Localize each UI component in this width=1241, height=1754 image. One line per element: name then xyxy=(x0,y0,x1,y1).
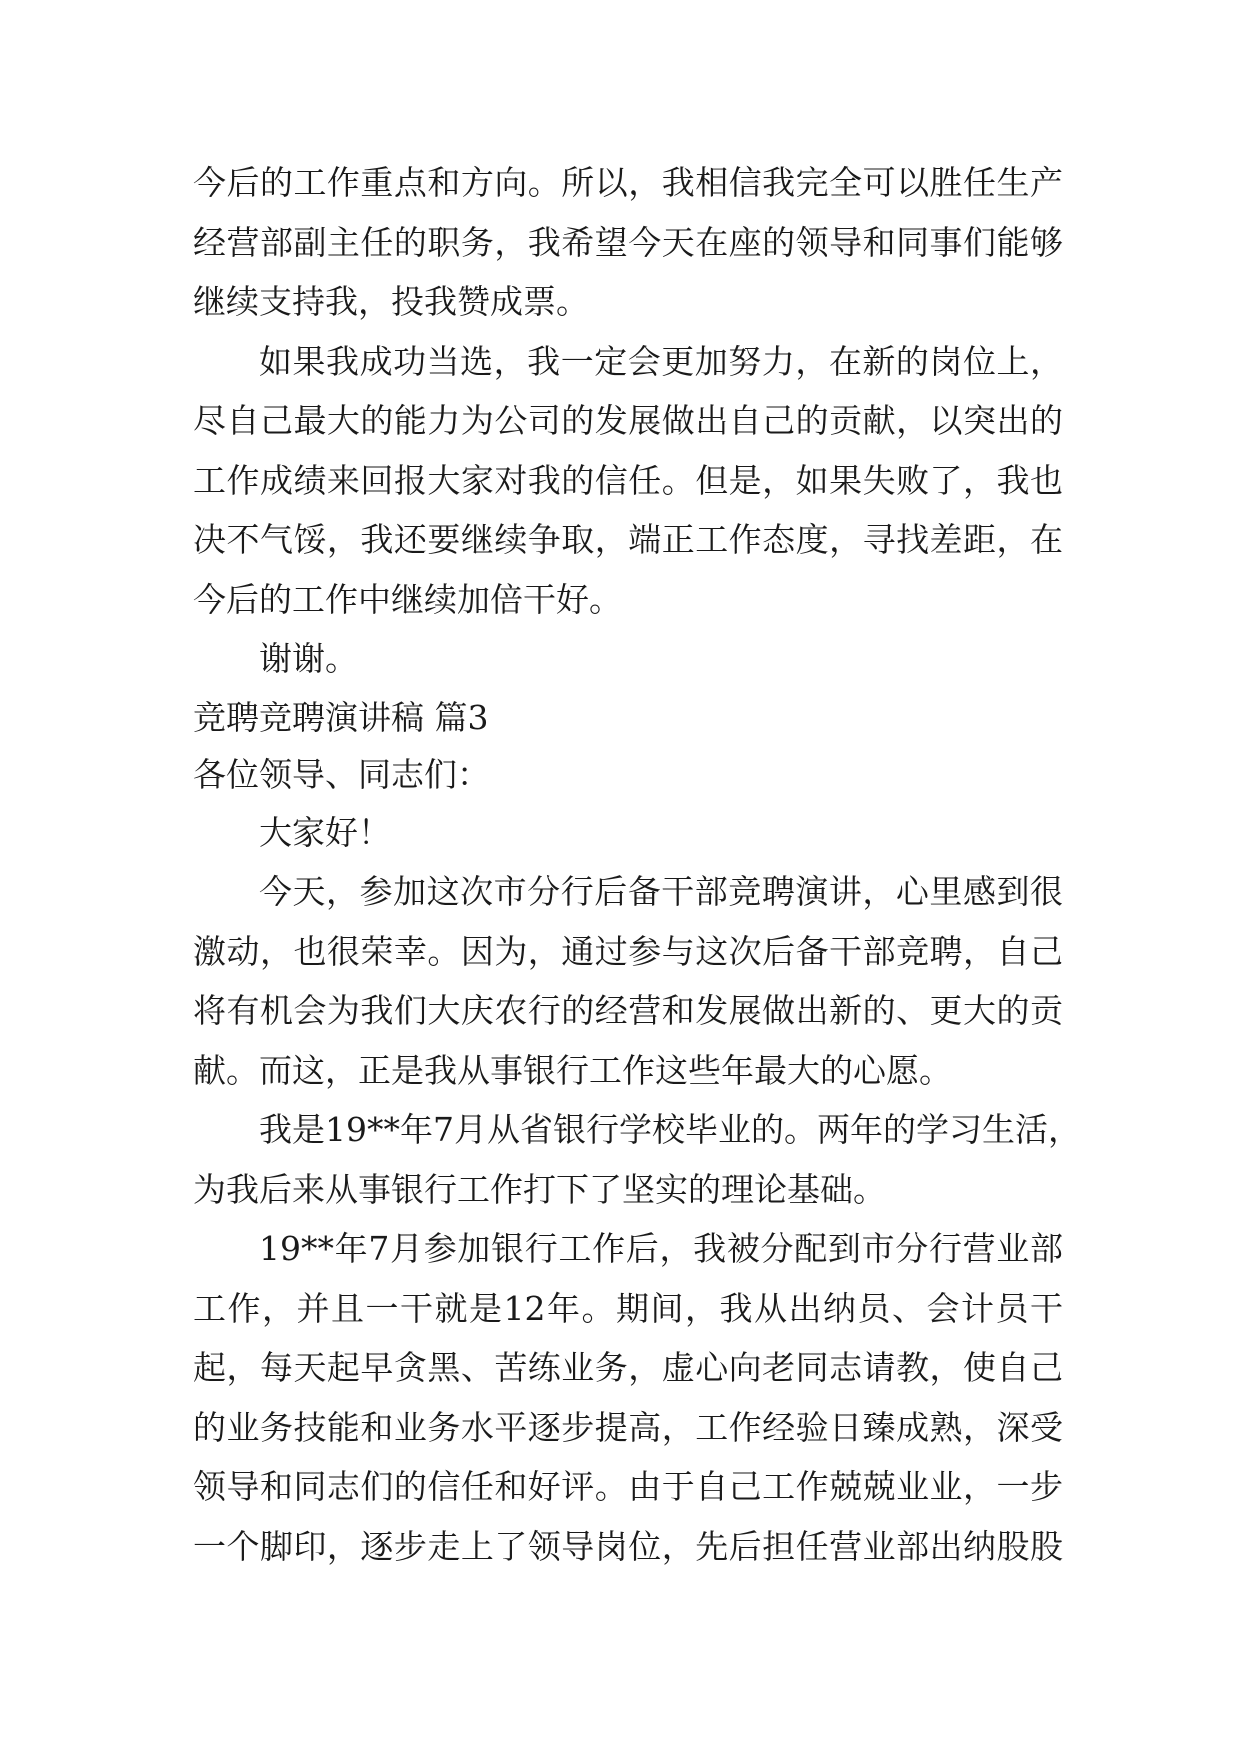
text-line: 献。而这，正是我从事银行工作这些年最大的心愿。 xyxy=(193,1050,952,1090)
text-line: 我是19**年7月从省银行学校毕业的。两年的学习生活， xyxy=(259,1110,1081,1149)
text-line: 如果我成功当选，我一定会更加努力，在新的岗位上， xyxy=(259,341,1063,381)
text-line: 决不气馁，我还要继续争取，端正工作态度，寻找差距，在 xyxy=(193,520,1063,559)
text-line: 今后的工作重点和方向。所以，我相信我完全可以胜任生产 xyxy=(193,163,1063,202)
text-line: 尽自己最大的能力为公司的发展做出自己的贡献，以突出的 xyxy=(193,401,1063,440)
text-line: 工作成绩来回报大家对我的信任。但是，如果失败了，我也 xyxy=(193,460,1063,500)
text-line: 经营部副主任的职务，我希望今天在座的领导和同事们能够 xyxy=(193,222,1063,262)
text-line: 19**年7月参加银行工作后，我被分配到市分行营业部 xyxy=(259,1229,1063,1268)
text-line: 今天，参加这次市分行后备干部竞聘演讲，心里感到很 xyxy=(259,872,1063,911)
text-line: 领导和同志们的信任和好评。由于自己工作兢兢业业，一步 xyxy=(193,1467,1063,1506)
text-line: 一个脚印，逐步走上了领导岗位，先后担任营业部出纳股股 xyxy=(193,1526,1063,1566)
text-line: 的业务技能和业务水平逐步提高，工作经验日臻成熟，深受 xyxy=(193,1407,1063,1447)
text-line: 继续支持我，投我赞成票。 xyxy=(193,282,589,321)
text-line: 激动，也很荣幸。因为，通过参与这次后备干部竞聘，自己 xyxy=(193,931,1063,971)
text-line: 工作，并且一干就是12年。期间，我从出纳员、会计员干 xyxy=(193,1288,1063,1328)
text-line: 为我后来从事银行工作打下了坚实的理论基础。 xyxy=(193,1169,886,1209)
text-line: 各位领导、同志们： xyxy=(193,754,490,794)
text-line: 将有机会为我们大庆农行的经营和发展做出新的、更大的贡 xyxy=(193,991,1063,1030)
text-line: 起，每天起早贪黑、苦练业务，虚心向老同志请教，使自己 xyxy=(193,1348,1063,1387)
text-line: 谢谢。 xyxy=(259,639,358,678)
text-line: 大家好！ xyxy=(259,812,391,852)
text-line: 今后的工作中继续加倍干好。 xyxy=(193,579,622,619)
document-body xyxy=(193,153,1081,1576)
text-line: 竞聘竞聘演讲稿 篇3 xyxy=(193,697,489,737)
